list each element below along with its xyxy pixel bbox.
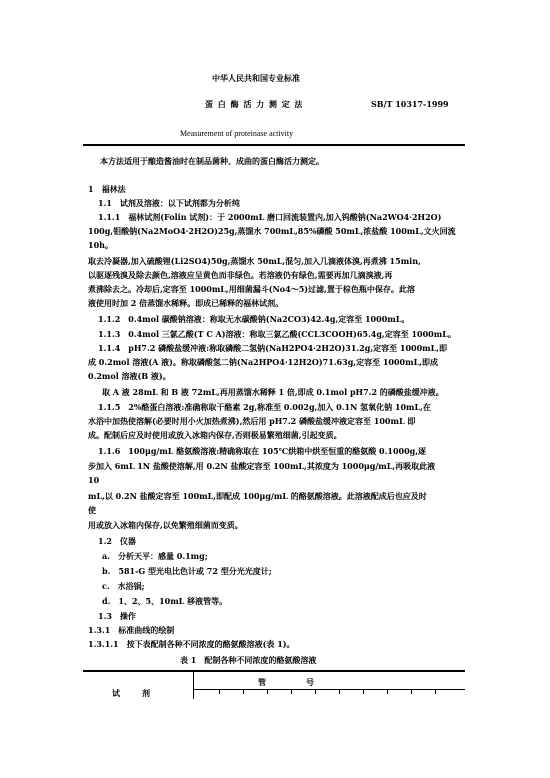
column-divider xyxy=(267,689,268,694)
body-line: 1.1.6 100μg/mL 酪氨酸溶液:精确称取在 105℃烘箱中烘至恒重的酪氨酸 0.1000g,逐 xyxy=(98,446,427,456)
body-line: 液使用时加 2 倍蒸馏水稀释。即成已稀释的福林试剂。 xyxy=(88,298,284,308)
body-line: 1.1.3 0.4mol 三氯乙酸(T C A)溶液：称取三氯乙酸(CCL3COOH)65.4g,定容至 1000mL。 xyxy=(98,329,456,339)
table-caption: 表 1 配制各种不同浓度的酪氨酸溶液 xyxy=(180,655,317,665)
list-item: c. 水浴锅; xyxy=(102,581,145,591)
body-line: 取 A 液 28mL 和 B 液 72mL,再用蒸馏水稀释 1 倍,即成 0.1mol pH7.2 的磷酸盐缓冲液。 xyxy=(102,387,444,397)
body-line: 1 福林法 xyxy=(88,184,126,194)
column-divider xyxy=(315,689,316,694)
table-row-header: 试 剂 xyxy=(112,688,152,698)
scope-statement: 本方法适用于酿造酱油时在制品菌种、成曲的蛋白酶活力测定。 xyxy=(100,156,324,166)
body-line: 1.1.5 2%酪蛋白溶液:准确称取干酪素 2g,称准至 0.002g,加入 0.1N 氢氧化钠 10mL,在 xyxy=(98,402,431,412)
section-heading: 1.2 仪器 xyxy=(98,536,136,546)
column-divider xyxy=(363,689,364,694)
body-line: 步加入 6mL 1N 盐酸使溶解,用 0.2N 盐酸定容至 100mL,其浓度为 1000μg/mL,再吸取此液 xyxy=(88,461,436,471)
body-line: 10 xyxy=(88,475,100,485)
body-line: 1.1.1 福林试剂(Folin 试剂)：于 2000mL 磨口回流装置内,加入钨酸钠(Na2WO4·2H2O) xyxy=(98,212,442,222)
document-title: 蛋 白 酶 活 力 测 定 法 xyxy=(205,99,304,109)
standard-organization: 中华人民共和国专业标准 xyxy=(212,73,300,83)
column-divider xyxy=(339,689,340,694)
section-heading: 1.3 操作 xyxy=(98,611,136,621)
body-line: 10h。 xyxy=(88,240,113,250)
body-line: 1.3.1.1 按下表配制各种不同浓度的酪氨酸溶液(表 1)。 xyxy=(88,639,295,649)
table-top-rule xyxy=(83,670,465,672)
column-divider xyxy=(219,689,220,694)
body-line: 1.1 试剂及溶液：以下试剂都为分析纯 xyxy=(98,198,240,208)
column-divider xyxy=(243,689,244,694)
body-line: mL,以 0.2N 盐酸定容至 100mL,即配成 100μg/mL 的酪氨酸溶液。此溶液配成后也应及时 xyxy=(88,491,427,501)
body-line: 煮沸除去之。冷却后,定容至 1000mL,用细菌漏斗(No4～5)过滤,置于棕色瓶中保存。此溶 xyxy=(88,284,415,294)
body-line: 以驱逐残溴及除去颜色,溶液应呈黄色而非绿色。若溶液仍有绿色,需要再加几滴溴液,再 xyxy=(88,270,393,280)
body-line: 取去冷凝器,加入硫酸锂(Li2SO4)50g,蒸馏水 50mL,混匀,加入几滴液体溴,再煮沸 15min, xyxy=(88,256,421,266)
body-line: 成 0.2mol 溶液(A 液)。称取磷酸氢二钠(Na2HPO4·12H2O)71.63g,定容至 1000mL,即成 xyxy=(88,357,438,367)
english-title: Measurement of proteinase activity xyxy=(180,129,294,138)
table-header-rule xyxy=(193,689,465,690)
column-divider xyxy=(291,689,292,694)
body-line: 使 xyxy=(88,505,96,515)
body-line: 0.2mol 溶液(B 液)。 xyxy=(88,371,171,381)
body-line: 1.1.2 0.4mol 碳酸钠溶液：称取无水碳酸钠(Na2CO3)42.4g,定容至 1000mL。 xyxy=(98,314,410,324)
body-line: 成。配制后应及时使用或放入冰箱内保存,否则极易繁殖细菌,引起变质。 xyxy=(88,430,342,440)
body-line: 1.1.4 pH7.2 磷酸盐缓冲液:称取磷酸二氢钠(NaH2PO4·2H2O)31.2g,定容至 1000mL,即 xyxy=(98,343,448,353)
standard-code: SB/T 10317-1999 xyxy=(371,99,449,109)
header-divider xyxy=(83,144,465,146)
table-column-header: 管 号 xyxy=(258,677,314,687)
column-divider xyxy=(435,689,436,694)
column-divider xyxy=(411,689,412,694)
body-line: 100g,钼酸钠(Na2MoO4·2H2O)25g,蒸馏水 700mL,85%磷酸 50mL,浓盐酸 100mL,文火回流 xyxy=(88,226,456,236)
list-item: a. 分析天平：感量 0.1mg; xyxy=(102,551,208,561)
column-divider xyxy=(387,689,388,694)
body-line: 1.3.1 标准曲线的绘制 xyxy=(88,625,175,635)
list-item: b. 581-G 型光电比色计或 72 型分光光度计; xyxy=(102,566,272,576)
table-vertical-rule xyxy=(193,671,194,699)
body-line: 水浴中加热使溶解(必要时用小火加热煮沸),然后用 pH7.2 磷酸盐缓冲液定容至 100mL 即 xyxy=(88,416,416,426)
body-line: 用或放入冰箱内保存,以免繁殖细菌而变质。 xyxy=(88,520,243,530)
list-item: d. 1、2、5、10mL 移液管等。 xyxy=(102,596,228,606)
